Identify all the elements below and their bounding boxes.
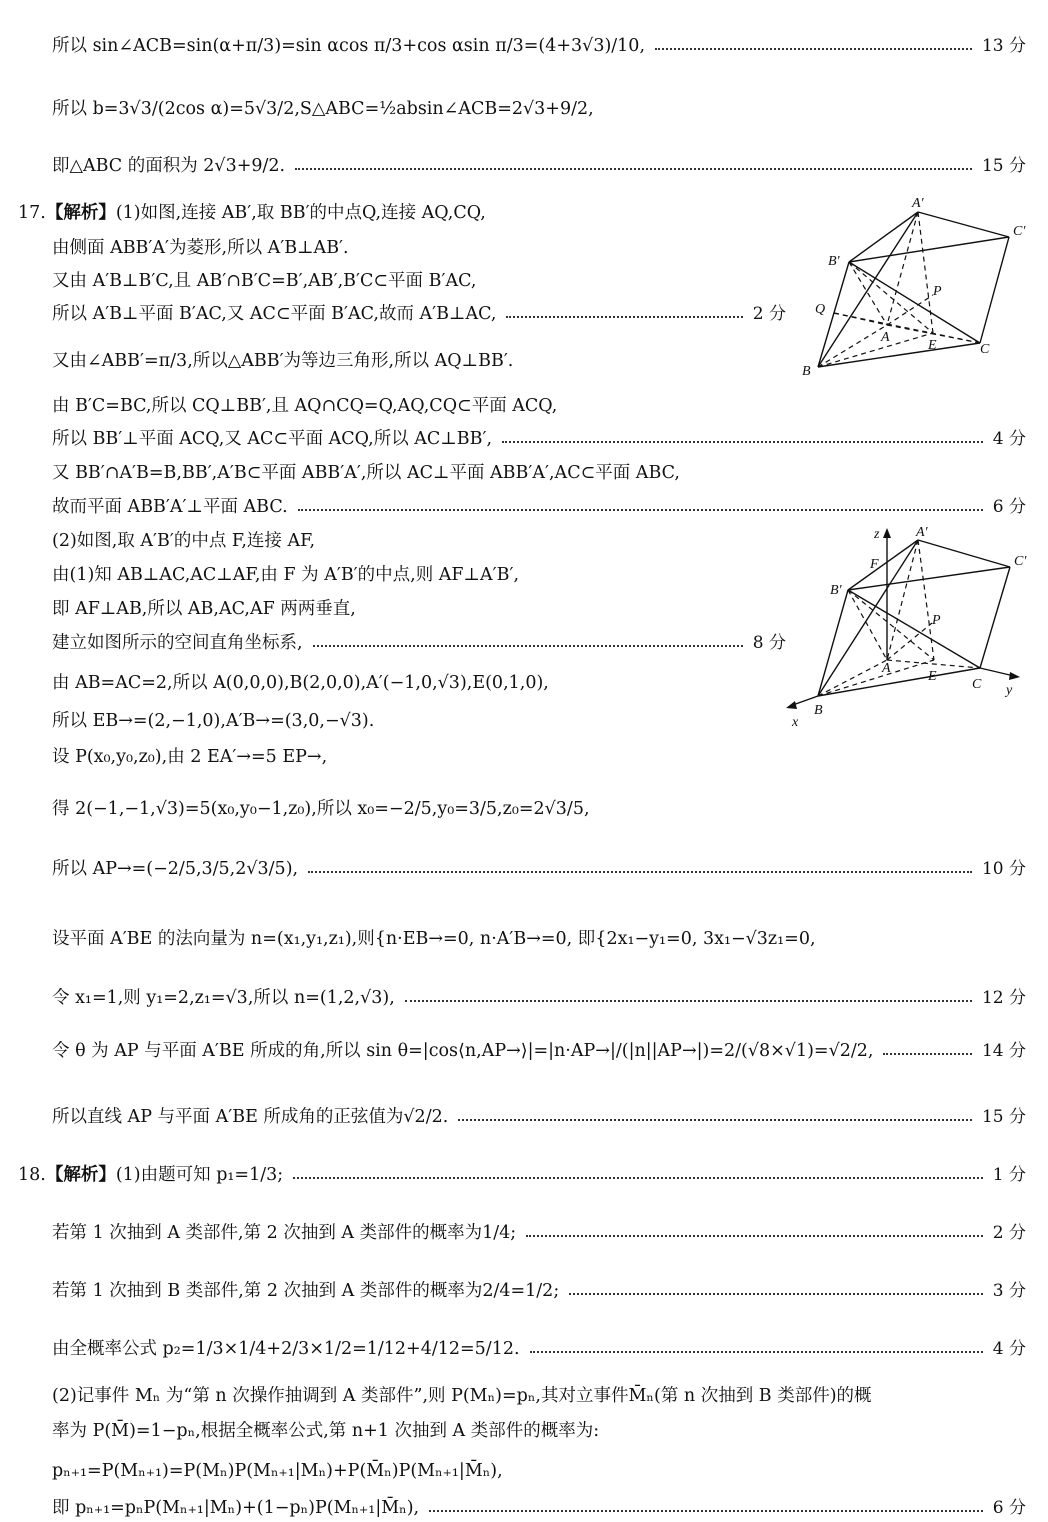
text-line: 由全概率公式 p₂=1/3×1/4+2/3×1/2=1/12+4/12=5/12. 4 分 — [52, 1339, 1026, 1359]
text-line: 所以 AP→=(−2/5,3/5,2√3/5), 10 分 — [52, 859, 1026, 879]
text-line: 所以 BB′⊥平面 ACQ,又 AC⊂平面 ACQ,所以 AC⊥BB′, 4 分 — [52, 429, 1026, 449]
hidden-edge — [848, 590, 934, 660]
vertex-label: A′ — [916, 525, 928, 540]
score: 14 分 — [981, 1041, 1026, 1061]
edge — [849, 237, 1009, 262]
text-line: 建立如图所示的空间直角坐标系, 8 分 — [52, 633, 786, 653]
edge — [918, 540, 1010, 567]
prism-figure-2 — [782, 520, 1037, 730]
z-axis-arrow — [883, 528, 891, 538]
vertex-label: B′ — [828, 254, 840, 269]
text-line: pₙ₊₁=P(Mₙ₊₁)=P(Mₙ)P(Mₙ₊₁|Mₙ)+P(M̄ₙ)P(Mₙ₊₁|M̄ₙ), — [52, 1461, 503, 1481]
text-line: 即 AF⊥AB,所以 AB,AC,AF 两两垂直, — [52, 599, 356, 619]
vertex-label: A — [882, 661, 891, 676]
text-line: 又由 A′B⊥B′C,且 AB′∩B′C=B′,AB′,B′C⊂平面 B′AC, — [52, 271, 477, 291]
text-line: 由侧面 ABB′A′为菱形,所以 A′B⊥AB′. — [52, 238, 349, 258]
text-line: 所以直线 AP 与平面 A′BE 所成角的正弦值为√2/2. 15 分 — [52, 1107, 1026, 1127]
text-line: 所以 A′B⊥平面 B′AC,又 AC⊂平面 B′AC,故而 A′B⊥AC, 2 分 — [52, 304, 786, 324]
question-number: 17. — [18, 203, 46, 223]
score: 3 分 — [992, 1281, 1026, 1301]
text-line: 令 θ 为 AP 与平面 A′BE 所成的角,所以 sin θ=|cos⟨n,AP→⟩|=|n·AP→|/(|n||AP→|)=2/(√8×√1)=√2/2, 14 分 — [52, 1041, 1026, 1061]
analysis-tag: 【解析】 — [45, 1165, 116, 1185]
vertex-label: A′ — [912, 196, 924, 211]
edge — [918, 212, 1009, 237]
text-line: 又由∠ABB′=π/3,所以△ABB′为等边三角形,所以 AQ⊥BB′. — [52, 351, 514, 371]
question-17-heading: 17.【解析】(1)如图,连接 AB′,取 BB′的中点Q,连接 AQ,CQ, — [18, 203, 486, 223]
axis-label: y — [1006, 683, 1013, 698]
score: 2 分 — [992, 1223, 1026, 1243]
edge — [980, 567, 1010, 668]
edge — [848, 590, 980, 668]
vertex-label: B′ — [830, 583, 842, 598]
text-line: 由(1)知 AB⊥AC,AC⊥AF,由 F 为 A′B′的中点,则 AF⊥A′B′, — [52, 565, 520, 585]
question-number: 18. — [18, 1165, 46, 1185]
vertex-label: C — [972, 677, 982, 692]
edge — [818, 540, 918, 696]
vertex-label: B — [814, 703, 823, 718]
axis-label: z — [874, 527, 880, 542]
vertex-label: P — [933, 284, 942, 299]
edge — [980, 237, 1009, 343]
vertex-label: E — [928, 669, 937, 684]
hidden-edge — [848, 590, 887, 660]
score: 1 分 — [992, 1165, 1026, 1185]
x-axis-arrow — [786, 701, 797, 709]
text-line: (2)如图,取 A′B′的中点 F,连接 AF, — [52, 531, 316, 551]
text-line: 所以 sin∠ACB=sin(α+π/3)=sin αcos π/3+cos αsin π/3=(4+3√3)/10, 13 分 — [52, 36, 1026, 56]
vertex-label: Q — [815, 302, 826, 317]
axis-label: x — [792, 715, 799, 730]
hidden-edge — [818, 333, 933, 367]
vertex-label: A — [881, 330, 890, 345]
score: 10 分 — [981, 859, 1026, 879]
question-18-heading: 18.【解析】(1)由题可知 p₁=1/3; 1 分 — [18, 1165, 1026, 1185]
prism-figure-1 — [790, 195, 1040, 385]
text-line: 令 x₁=1,则 y₁=2,z₁=√3,所以 n=(1,2,√3), 12 分 — [52, 988, 1026, 1008]
text-line: 由 AB=AC=2,所以 A(0,0,0),B(2,0,0),A′(−1,0,√3),E(0,1,0), — [52, 673, 549, 693]
score: 13 分 — [981, 36, 1026, 56]
score: 6 分 — [992, 1498, 1026, 1518]
text-line: 又 BB′∩A′B=B,BB′,A′B⊂平面 ABB′A′,所以 AC⊥平面 ABB′A′,AC⊂平面 ABC, — [52, 463, 680, 483]
score: 4 分 — [992, 429, 1026, 449]
score: 4 分 — [992, 1339, 1026, 1359]
analysis-tag: 【解析】 — [45, 203, 116, 223]
text-line: 故而平面 ABB′A′⊥平面 ABC. 6 分 — [52, 497, 1026, 517]
hidden-edge — [849, 262, 887, 325]
text-line: 所以 b=3√3/(2cos α)=5√3/2,S△ABC=½absin∠ACB=2√3+9/2, — [52, 99, 594, 119]
score: 15 分 — [981, 156, 1026, 176]
vertex-label: C′ — [1013, 224, 1026, 239]
vertex-label: P — [932, 613, 941, 628]
hidden-edge — [918, 540, 934, 660]
text-line: 由 B′C=BC,所以 CQ⊥BB′,且 AQ∩CQ=Q,AQ,CQ⊂平面 ACQ, — [52, 396, 558, 416]
hidden-edge — [918, 212, 933, 333]
hidden-edge — [887, 660, 980, 668]
text-line: 设平面 A′BE 的法向量为 n=(x₁,y₁,z₁),则{n·EB→=0, n·A′B→=0, 即{2x₁−y₁=0, 3x₁−√3z₁=0, — [52, 929, 816, 949]
score: 12 分 — [981, 988, 1026, 1008]
text-line: 所以 EB→=(2,−1,0),A′B→=(3,0,−√3). — [52, 711, 375, 731]
edge — [818, 590, 848, 696]
text-line: 若第 1 次抽到 A 类部件,第 2 次抽到 A 类部件的概率为1/4; 2 分 — [52, 1223, 1026, 1243]
edge — [818, 212, 918, 367]
text-line: 设 P(x₀,y₀,z₀),由 2 EA′→=5 EP→, — [52, 747, 328, 767]
y-axis-arrow — [1009, 672, 1020, 680]
vertex-label: C′ — [1014, 554, 1027, 569]
edge — [818, 668, 980, 696]
edge — [848, 540, 918, 590]
vertex-label: C — [980, 342, 990, 357]
score: 2 分 — [752, 304, 786, 324]
text-line: 得 2(−1,−1,√3)=5(x₀,y₀−1,z₀),所以 x₀=−2/5,y₀=3/5,z₀=2√3/5, — [52, 799, 590, 819]
hidden-edge — [887, 623, 932, 660]
score: 15 分 — [981, 1107, 1026, 1127]
hidden-edge — [834, 313, 980, 343]
text-line: (2)记事件 Mₙ 为“第 n 次操作抽调到 A 类部件”,则 P(Mₙ)=pₙ,其对立事件M̄ₙ(第 n 次抽到 B 类部件)的概 — [52, 1386, 872, 1406]
text-line: 若第 1 次抽到 B 类部件,第 2 次抽到 A 类部件的概率为2/4=1/2; 3 分 — [52, 1281, 1026, 1301]
vertex-label: E — [928, 338, 937, 353]
score: 8 分 — [752, 633, 786, 653]
edge — [849, 212, 918, 262]
edge — [818, 343, 980, 367]
text-line: 即 pₙ₊₁=pₙP(Mₙ₊₁|Mₙ)+(1−pₙ)P(Mₙ₊₁|M̄ₙ), 6 分 — [52, 1498, 1026, 1518]
text-line: 率为 P(M̄)=1−pₙ,根据全概率公式,第 n+1 次抽到 A 类部件的概率为: — [52, 1421, 600, 1441]
text-line: 即△ABC 的面积为 2√3+9/2. 15 分 — [52, 156, 1026, 176]
vertex-label: F — [870, 557, 879, 572]
vertex-label: B — [802, 364, 811, 379]
y-axis — [980, 668, 1014, 676]
score: 6 分 — [992, 497, 1026, 517]
